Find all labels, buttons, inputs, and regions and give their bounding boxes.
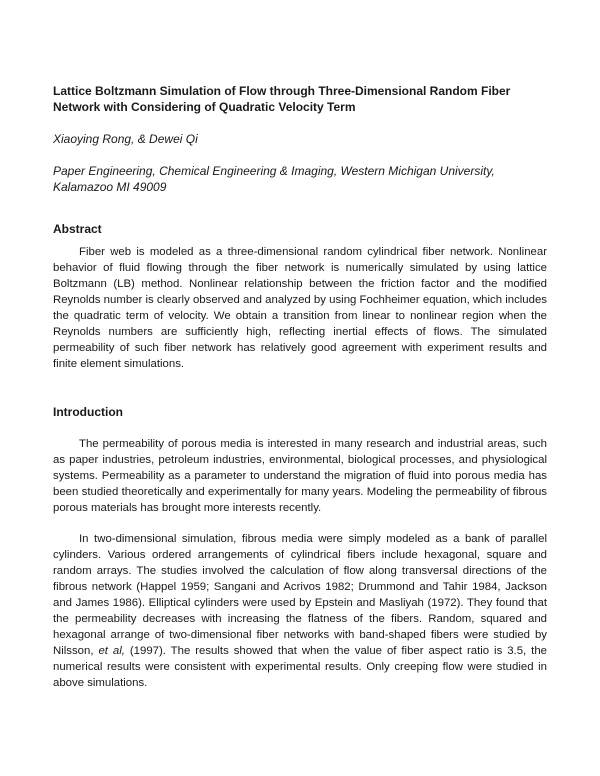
paragraph-2-text-before: In two-dimensional simulation, fibrous media were simply modeled as a bank of parallel cylinders. Various ordered arrangements of cylindrical fibers include hexagonal, square and random arrays. The studies involved the calculation of flow along transversal directions of the fibrous network (Happel 1959; Sangani and Acrivos 1982; Drummond and Tahir 1984, Jackson and James 1986). Elliptical cylinders were used by Epstein and Masliyah (1972). They found that the permeability decreases with increasing the flatness of the fibers. Random, squared and hexagonal arrange of two-dimensional fiber networks with band-shaped fibers were studied by Nilsson, — [53, 533, 547, 657]
paragraph-2-text-after: (1997). The results showed that when the value of fiber aspect ratio is 3.5, the numerical results were consistent with experimental results. Only creeping flow were studied in above simulations. — [53, 645, 547, 689]
paper-title: Lattice Boltzmann Simulation of Flow through Three-Dimensional Random Fiber Network with Considering of Quadratic Velocity Term — [53, 84, 511, 114]
paragraph-2-italic-citation: et al, — [98, 645, 125, 657]
introduction-heading: Introduction — [53, 405, 123, 419]
paper-affiliation: Paper Engineering, Chemical Engineering & Imaging, Western Michigan University, Kalamazoo MI 49009 — [53, 164, 495, 194]
paper-authors: Xiaoying Rong, & Dewei Qi — [53, 132, 198, 146]
abstract-text: Fiber web is modeled as a three-dimensional random cylindrical fiber network. Nonlinear behavior of fluid flowing through the fiber network is numerically simulated by using lattice Boltzmann (LB) method. Nonlinear relationship between the friction factor and the modified Reynolds number is clearly observed and analyzed by using Fochheimer equation, which includes the quadratic term of velocity. We obtain a transition from linear to nonlinear region when the Reynolds numbers are sufficiently high, reflecting inertial effects of flows. The simulated permeability of such fiber network has relatively good agreement with experiment results and finite element simulations. — [53, 246, 547, 370]
introduction-paragraph-1: The permeability of porous media is interested in many research and industrial areas, such as paper industries, petroleum industries, environmental, biological processes, and physiological systems. Permeability as a parameter to understand the migration of fluid into porous media has been studied theoretically and experimentally for many years. Modeling the permeability of fibrous porous materials has brought more interests recently. — [53, 438, 547, 514]
abstract-heading: Abstract — [53, 222, 102, 236]
introduction-paragraph-2 — [53, 531, 547, 691]
